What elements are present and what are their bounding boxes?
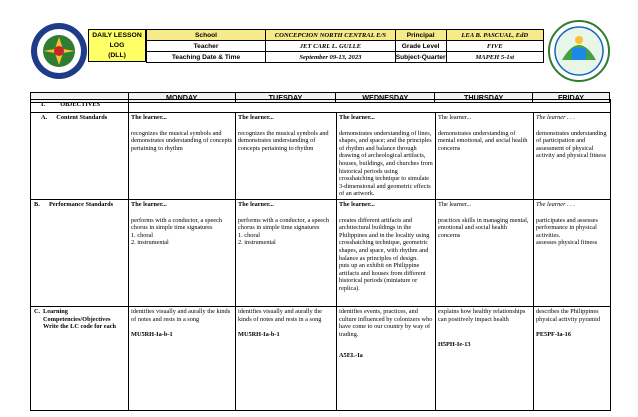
date-value: September 09-13, 2023 (266, 52, 396, 63)
performance-standards-thursday (436, 199, 534, 306)
lc-code: MU5RH-Ia-b-1 (131, 331, 173, 339)
competency-tuesday (236, 306, 337, 410)
section-b-label: Performance Standards (48, 200, 114, 208)
cell-head: The learner... (238, 200, 274, 208)
cell-head: The learner... (131, 200, 167, 208)
deped-seal-logo (30, 22, 88, 80)
cell-head: The learner... (438, 114, 472, 121)
cell-body: performs with a conductor, a speech chorus in simple time signatures 1. choral 2. instrumental (131, 216, 223, 247)
competency-thursday (436, 306, 534, 410)
lc-code: MU5RH-Ia-b-1 (238, 331, 280, 339)
objectives-row (31, 100, 611, 113)
cell-head: The learner... (438, 200, 472, 208)
cell-body: identifies visually and aurally the kinds of notes and rests in a song (238, 307, 322, 323)
header-info-table (146, 29, 544, 63)
principal-label: Principal (395, 30, 446, 41)
content-standards-row (31, 113, 611, 200)
objectives-heading (31, 100, 129, 113)
cell-body: describes the Philippines physical activity pyramid (536, 307, 601, 323)
cell-body: demonstrates understanding of mental emotional, and social health concerns (438, 129, 528, 152)
lc-code: H5PH-Ie-13 (438, 341, 471, 349)
subject-quarter-label: Subject-Quarter (395, 53, 446, 61)
cell-body: participates and assesses performance in physical activities. assesses physical fitness (536, 216, 598, 247)
section-c-number: C. (34, 307, 41, 315)
school-seal-logo (548, 20, 610, 82)
section-a-label: Content Standards (56, 114, 108, 121)
cell-body: practices skills in managing mental, emotional and social health concerns (438, 216, 529, 239)
teacher-label: Teacher (147, 41, 266, 52)
day-friday: FRIDAY (533, 93, 610, 103)
objectives-empty (129, 100, 611, 113)
day-monday: MONDAY (128, 93, 235, 103)
objectives-label: OBJECTIVES (60, 101, 101, 108)
competency-friday (534, 306, 611, 410)
cell-head: The learner... (131, 114, 167, 121)
school-value: CONCEPCION NORTH CENTRAL E/S (266, 30, 396, 41)
performance-standards-tuesday (236, 199, 337, 306)
day-tuesday: TUESDAY (235, 93, 336, 103)
section-a-number: A. (41, 114, 48, 121)
cell-head: The learner . . . (536, 114, 576, 121)
subject-quarter-value: MAPEH 5-1st (446, 52, 543, 63)
objectives-number: I. (41, 101, 46, 108)
content-standards-label (31, 113, 129, 200)
objectives-table (30, 99, 611, 411)
cell-head: The learner... (238, 114, 274, 121)
cell-head: The learner... (339, 114, 375, 121)
dll-title-box (88, 29, 146, 62)
cell-body: creates different artifacts and architectural buildings in the Philippines and in the locality using crosshatching technique, geometric shapes, and space, with rhythm and balance as principles of design. puts up an exhibit on Philippine artifacts and houses from different historical periods (miniature or replica). (339, 216, 430, 292)
learning-competencies-row (31, 306, 611, 410)
cell-body: explains how healthy relationships can positively impact health (438, 307, 526, 323)
performance-standards-wednesday (337, 199, 436, 306)
cell-head: The learner... (339, 200, 375, 208)
lc-code: A5EL-Ia (339, 352, 363, 360)
learning-competencies-label (31, 306, 129, 410)
performance-standards-friday (534, 199, 611, 306)
lc-code: PE5PF-Ia-16 (536, 331, 571, 339)
day-thursday: THURSDAY (435, 93, 533, 103)
performance-standards-monday (129, 199, 236, 306)
cell-body: demonstrates understanding of participation and assessment of physical activity and physical fitness (536, 129, 607, 160)
school-label: School (147, 30, 266, 41)
content-standards-tuesday (236, 113, 337, 200)
grade-level-value: FIVE (446, 41, 543, 52)
content-standards-thursday (436, 113, 534, 200)
dll-title: DAILY LESSON LOG (92, 31, 142, 49)
date-label: Teaching Date & Time (147, 52, 266, 63)
cell-body: demonstrates understanding of lines, shapes, and space; and the principles of rhythm and balance through drawing of archeological artifacts, houses, buildings, and churches from historical periods using crosshatching technique to simulate 3-dimensional and geometric effects of an artwork. (339, 129, 433, 198)
day-wednesday: WEDNESDAY (336, 93, 435, 103)
performance-standards-label (31, 199, 129, 306)
cell-body: recognizes the musical symbols and demonstrates understanding of concepts pertaining to rhythm (131, 129, 232, 152)
performance-standards-row (31, 199, 611, 306)
header-row-date (147, 52, 544, 63)
cell-body: recognizes the musical symbols and demonstrates understanding of concepts pertaining to rhythm (238, 129, 329, 152)
section-b-number: B. (34, 200, 40, 208)
header-row-teacher (147, 41, 544, 52)
header-row-school (147, 30, 544, 41)
grade-level-label: Grade Level (395, 41, 446, 52)
principal-value: LEA B. PASCUAL, EdD (446, 30, 543, 41)
cell-body: identifies events, practices, and culture influenced by colonizers who have come to our country by way of trading. (339, 307, 433, 338)
cell-body: identifies visually and aurally the kinds of notes and rests in a song (131, 307, 231, 323)
cell-body: performs with a conductor, a speech chorus in simple time signatures 1. choral 2. instrumental (238, 216, 330, 247)
section-c-label: Learning Competencies/Objectives Write the LC code for each (43, 307, 117, 331)
competency-wednesday (337, 306, 436, 410)
teacher-value: JET CARL L. GULLE (266, 41, 396, 52)
dll-subtitle: (DLL) (108, 51, 126, 59)
content-standards-monday (129, 113, 236, 200)
content-standards-wednesday (337, 113, 436, 200)
cell-head: The learner . . . (536, 200, 576, 208)
competency-monday (129, 306, 236, 410)
content-standards-friday (534, 113, 611, 200)
